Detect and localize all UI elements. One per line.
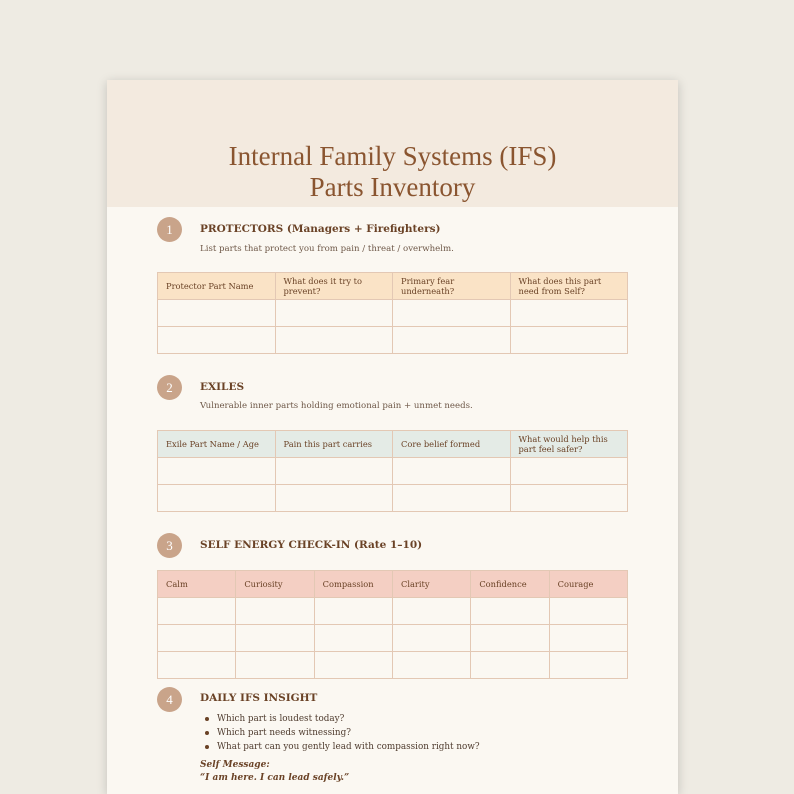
section-2-title: EXILES bbox=[200, 381, 245, 393]
section-2-subtitle: Vulnerable inner parts holding emotional pain + unmet needs. bbox=[200, 401, 473, 411]
table-header-cell: Compassion bbox=[314, 571, 392, 598]
table-cell[interactable] bbox=[158, 598, 236, 625]
table-header-cell: Courage bbox=[549, 571, 627, 598]
table-header-cell: Core belief formed bbox=[393, 431, 511, 458]
table-cell[interactable] bbox=[275, 458, 393, 485]
worksheet-page bbox=[107, 80, 678, 794]
section-2-number-badge: 2 bbox=[157, 375, 182, 400]
table-cell[interactable] bbox=[275, 300, 393, 327]
table-header-row bbox=[158, 431, 628, 458]
table-row bbox=[158, 485, 628, 512]
section-4-number-badge: 4 bbox=[157, 687, 182, 712]
table-cell[interactable] bbox=[549, 625, 627, 652]
table-header-cell: Curiosity bbox=[236, 571, 314, 598]
table-header-cell: What does it try to prevent? bbox=[275, 273, 393, 300]
exiles-table bbox=[157, 430, 628, 512]
table-cell[interactable] bbox=[314, 625, 392, 652]
table-header-cell: Clarity bbox=[392, 571, 470, 598]
list-item: What part can you gently lead with compassion right now? bbox=[203, 740, 480, 754]
table-header-cell: Pain this part carries bbox=[275, 431, 393, 458]
table-header-cell: What does this part need from Self? bbox=[510, 273, 628, 300]
table-cell[interactable] bbox=[471, 652, 549, 679]
table-row bbox=[158, 625, 628, 652]
title-banner bbox=[107, 80, 678, 207]
table-row bbox=[158, 458, 628, 485]
table-cell[interactable] bbox=[392, 598, 470, 625]
table-cell[interactable] bbox=[158, 300, 276, 327]
table-cell[interactable] bbox=[158, 485, 276, 512]
section-4-title: DAILY IFS INSIGHT bbox=[200, 692, 318, 704]
table-cell[interactable] bbox=[471, 625, 549, 652]
table-cell[interactable] bbox=[392, 625, 470, 652]
table-header-row bbox=[158, 273, 628, 300]
table-cell[interactable] bbox=[510, 485, 628, 512]
table-row bbox=[158, 598, 628, 625]
table-cell[interactable] bbox=[158, 652, 236, 679]
table-header-cell: Exile Part Name / Age bbox=[158, 431, 276, 458]
section-1-title: PROTECTORS (Managers + Firefighters) bbox=[200, 223, 441, 235]
table-cell[interactable] bbox=[393, 485, 511, 512]
list-item: Which part needs witnessing? bbox=[203, 726, 480, 740]
table-cell[interactable] bbox=[510, 458, 628, 485]
page-title-line-1: Internal Family Systems (IFS) bbox=[228, 141, 557, 171]
self-message-text: “I am here. I can lead safely.” bbox=[200, 773, 350, 783]
table-cell[interactable] bbox=[314, 652, 392, 679]
section-3-number-badge: 3 bbox=[157, 533, 182, 558]
table-row bbox=[158, 300, 628, 327]
protectors-table bbox=[157, 272, 628, 354]
table-header-cell: Confidence bbox=[471, 571, 549, 598]
table-header-row bbox=[158, 571, 628, 598]
table-cell[interactable] bbox=[510, 300, 628, 327]
insight-question-list bbox=[203, 712, 480, 754]
table-cell[interactable] bbox=[392, 652, 470, 679]
table-header-cell: Protector Part Name bbox=[158, 273, 276, 300]
table-header-cell: What would help this part feel safer? bbox=[510, 431, 628, 458]
table-cell[interactable] bbox=[236, 652, 314, 679]
table-cell[interactable] bbox=[549, 598, 627, 625]
table-cell[interactable] bbox=[275, 485, 393, 512]
table-cell[interactable] bbox=[393, 458, 511, 485]
self-energy-table bbox=[157, 570, 628, 679]
table-cell[interactable] bbox=[510, 327, 628, 354]
table-cell[interactable] bbox=[158, 327, 276, 354]
table-cell[interactable] bbox=[158, 625, 236, 652]
table-cell[interactable] bbox=[236, 625, 314, 652]
page-title-line-2: Parts Inventory bbox=[309, 172, 476, 202]
table-cell[interactable] bbox=[275, 327, 393, 354]
table-cell[interactable] bbox=[314, 598, 392, 625]
table-cell[interactable] bbox=[471, 598, 549, 625]
table-cell[interactable] bbox=[393, 327, 511, 354]
list-item: Which part is loudest today? bbox=[203, 712, 480, 726]
self-message-label: Self Message: bbox=[200, 760, 270, 770]
section-1-subtitle: List parts that protect you from pain / threat / overwhelm. bbox=[200, 244, 454, 254]
table-row bbox=[158, 652, 628, 679]
table-row bbox=[158, 327, 628, 354]
table-cell[interactable] bbox=[236, 598, 314, 625]
table-cell[interactable] bbox=[549, 652, 627, 679]
section-3-title: SELF ENERGY CHECK-IN (Rate 1–10) bbox=[200, 539, 423, 551]
table-header-cell: Calm bbox=[158, 571, 236, 598]
table-cell[interactable] bbox=[393, 300, 511, 327]
section-1-number-badge: 1 bbox=[157, 217, 182, 242]
table-header-cell: Primary fear underneath? bbox=[393, 273, 511, 300]
table-cell[interactable] bbox=[158, 458, 276, 485]
